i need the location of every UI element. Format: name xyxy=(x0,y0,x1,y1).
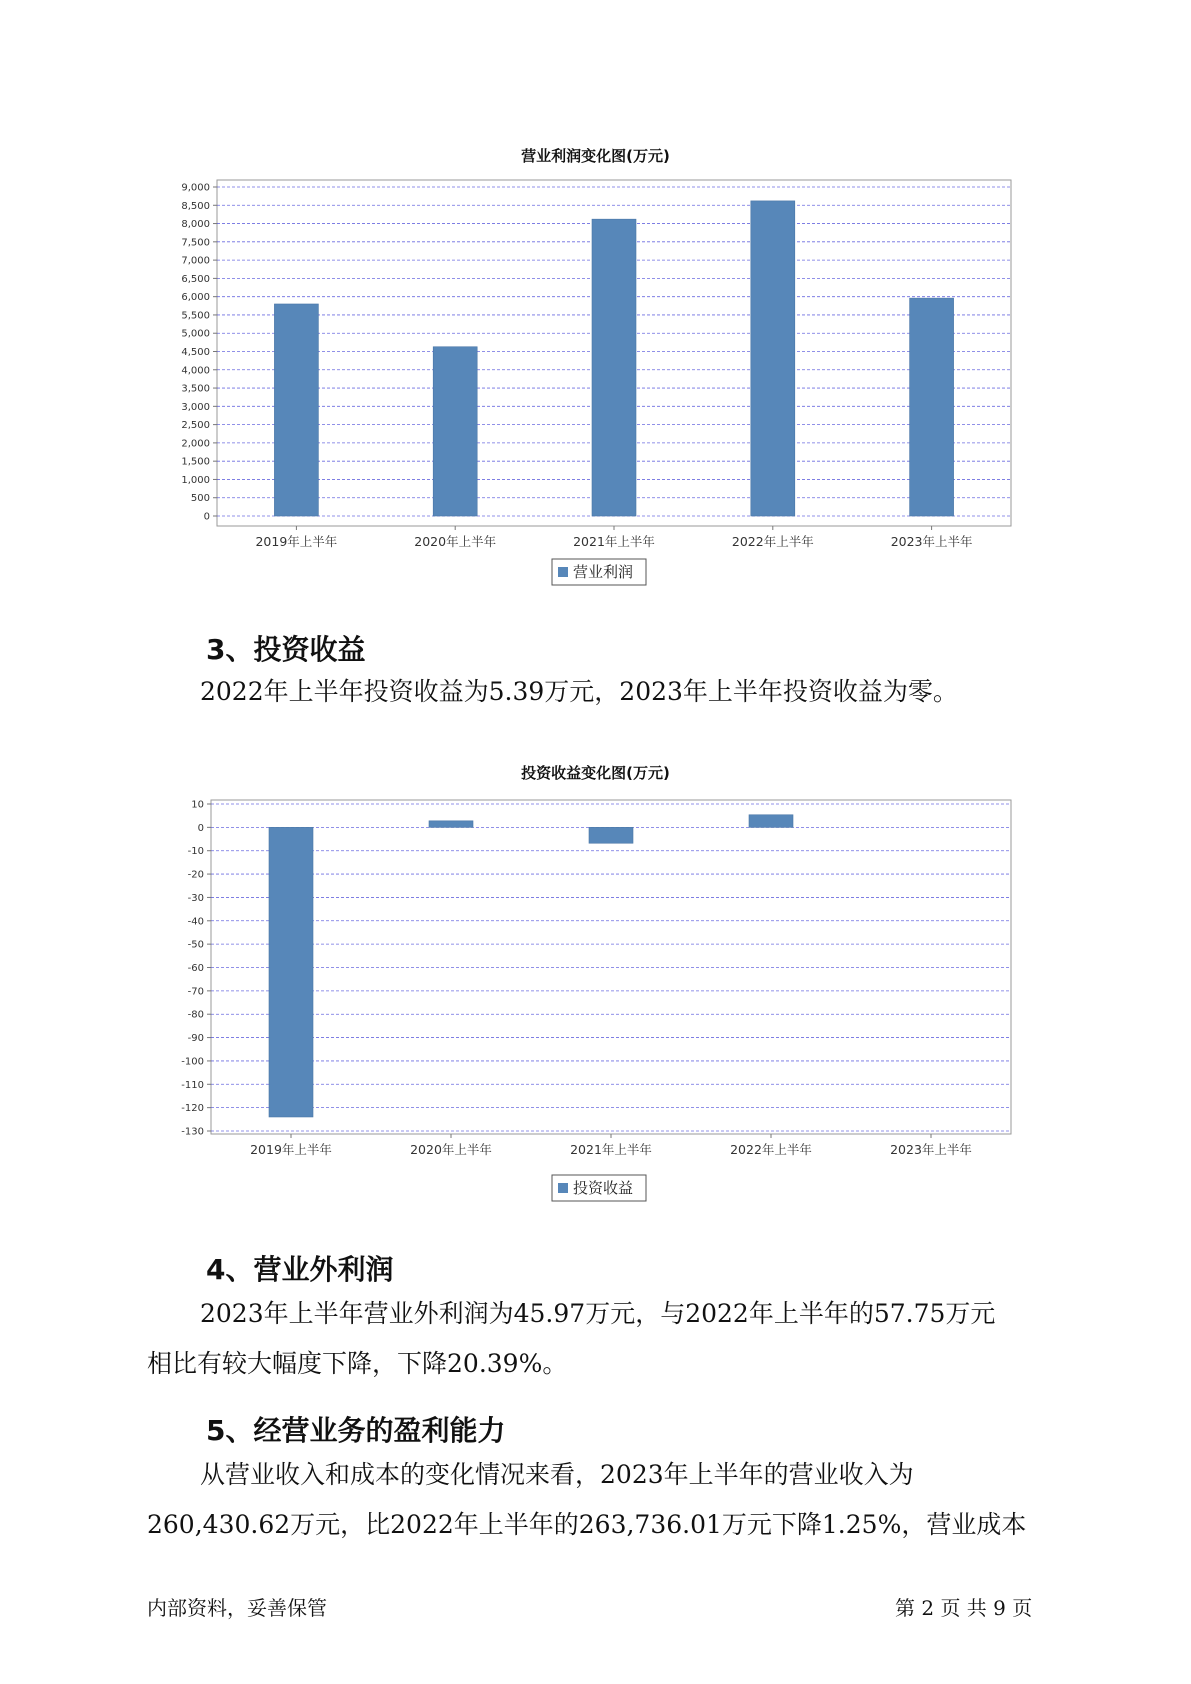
y-tick-label: -80 xyxy=(187,1009,204,1021)
x-tick-label: 2022年上半年 xyxy=(731,534,814,549)
y-tick-label: 0 xyxy=(203,511,210,523)
section-4-line-2: 相比有较大幅度下降，下降20.39%。 xyxy=(147,1349,568,1378)
y-tick-label: 4,000 xyxy=(181,365,210,377)
y-tick-label: 10 xyxy=(191,799,204,811)
y-tick-label: 9,000 xyxy=(181,182,210,194)
legend-label: 投资收益 xyxy=(573,1179,634,1197)
bar xyxy=(269,827,313,1117)
legend-swatch xyxy=(558,1183,568,1193)
y-tick-label: 2,500 xyxy=(181,420,210,432)
y-tick-label: 7,000 xyxy=(181,255,210,267)
bar xyxy=(589,827,633,843)
y-tick-label: 4,500 xyxy=(181,347,210,358)
x-tick-label: 2019年上半年 xyxy=(255,534,338,549)
y-tick-label: -120 xyxy=(181,1103,204,1115)
y-tick-label: -40 xyxy=(187,916,204,928)
bar xyxy=(429,821,473,828)
x-tick-label: 2022年上半年 xyxy=(730,1142,812,1157)
y-tick-label: 500 xyxy=(190,493,210,505)
section-5-heading: 5、经营业务的盈利能力 xyxy=(206,1414,506,1447)
y-tick-label: 0 xyxy=(197,822,204,834)
y-tick-label: 5,000 xyxy=(181,328,210,340)
y-tick-label: -10 xyxy=(187,846,204,858)
y-tick-label: 6,500 xyxy=(181,273,210,285)
x-tick-label: 2021年上半年 xyxy=(573,534,655,549)
y-tick-label: 1,500 xyxy=(181,456,210,468)
y-tick-label: -110 xyxy=(181,1079,204,1091)
y-tick-label: -50 xyxy=(187,939,204,951)
y-tick-label: 8,000 xyxy=(181,219,210,231)
y-tick-label: 7,500 xyxy=(181,237,210,249)
y-tick-label: -60 xyxy=(187,963,204,974)
footer-confidential-note: 内部资料，妥善保管 xyxy=(147,1596,327,1620)
y-tick-label: 5,500 xyxy=(181,310,210,322)
section-4-heading: 4、营业外利润 xyxy=(206,1253,394,1286)
y-tick-label: -20 xyxy=(187,869,204,881)
section-5-line-2: 260,430.62万元，比2022年上半年的263,736.01万元下降1.25%，营业成本 xyxy=(147,1510,1027,1539)
legend-label: 营业利润 xyxy=(573,563,634,581)
y-tick-label: 3,000 xyxy=(181,401,210,413)
bar xyxy=(749,815,793,828)
x-tick-label: 2021年上半年 xyxy=(570,1142,652,1157)
y-tick-label: -70 xyxy=(187,986,204,998)
y-tick-label: 6,000 xyxy=(181,292,210,304)
y-tick-label: -90 xyxy=(187,1033,204,1045)
section-5-line-1: 从营业收入和成本的变化情况来看，2023年上半年的营业收入为 xyxy=(200,1460,914,1489)
section-3-heading: 3、投资收益 xyxy=(206,633,366,666)
x-tick-label: 2019年上半年 xyxy=(250,1142,332,1157)
x-tick-label: 2023年上半年 xyxy=(890,534,973,549)
x-tick-label: 2023年上半年 xyxy=(890,1142,972,1157)
section-4-line-1: 2023年上半年营业外利润为45.97万元，与2022年上半年的57.75万元 xyxy=(200,1299,996,1328)
y-tick-label: -130 xyxy=(181,1126,204,1138)
section-3-text: 2022年上半年投资收益为5.39万元，2023年上半年投资收益为零。 xyxy=(200,677,958,706)
chart1-title: 营业利润变化图(万元) xyxy=(521,147,670,165)
y-tick-label: -30 xyxy=(187,892,204,904)
x-tick-label: 2020年上半年 xyxy=(414,534,497,549)
y-tick-label: 3,500 xyxy=(181,383,210,395)
y-tick-label: 8,500 xyxy=(181,200,210,212)
y-tick-label: 1,000 xyxy=(181,474,210,486)
chart2-title: 投资收益变化图(万元) xyxy=(521,764,670,782)
y-tick-label: -100 xyxy=(181,1056,204,1068)
x-tick-label: 2020年上半年 xyxy=(410,1142,492,1157)
y-tick-label: 2,000 xyxy=(181,438,210,450)
footer-page-number: 第 2 页 共 9 页 xyxy=(895,1596,1033,1620)
